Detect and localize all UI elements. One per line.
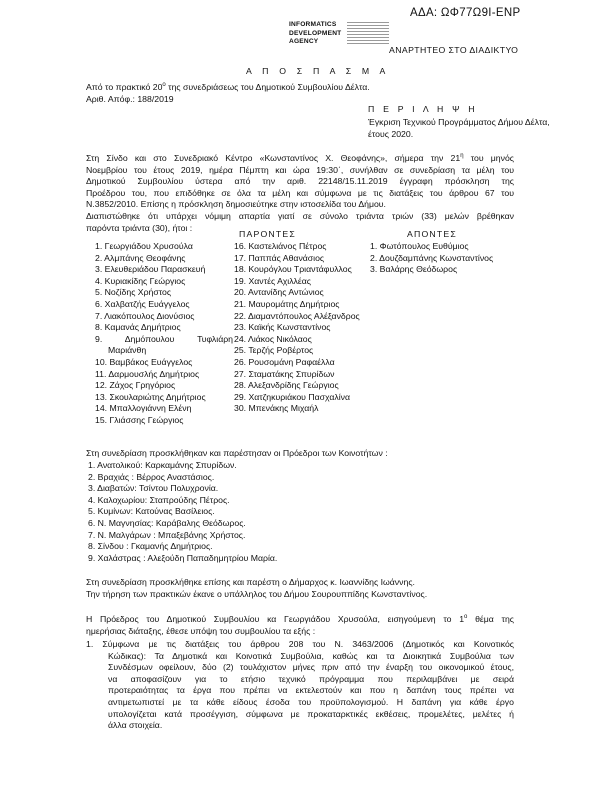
minutes-reference-b: της συνεδριάσεως του Δημοτικού Συμβουλίου Δέλτα. [165,82,370,92]
minutes-reference-sup: ο [162,82,166,89]
present-member: 2. Αλμπάνης Θεοφάνης [95,252,186,263]
item-1-line: αντιμετωπιστεί με τα κάθε είδους έσοδα του προϋπολογισμού. Η δαπάνη για κάθε έργο [108,696,514,707]
intro-line: παρόντα τριάντα (30), ήτοι : [86,222,193,233]
item-1-line: άλλα στοιχεία. [108,720,163,731]
intro-line: Διαπιστώθηκε ότι υπάρχει νόμιμη απαρτία γιατί σε σύνολο τριάντα τριών (33) μελών βρέθηκαν [86,210,514,221]
communities-intro: Στη συνεδρίαση προσκλήθηκαν και παρέστησαν οι Πρόεδροι των Κοινοτήτων : [86,448,388,458]
summary-line-1: Έγκριση Τεχνικού Προγράμματος Δήμου Δέλτα, [368,117,550,127]
present-member: 30. Μπενάκης Μιχαήλ [234,403,319,414]
minutes-keeper: Την τήρηση των πρακτικών έκανε ο υπάλληλος του Δήμου Σουρουππίδης Κωνσταντίνος. [86,589,428,599]
absent-member: 3. Βαλάρης Θεόδωρος [370,264,458,275]
present-member: 27. Σταματάκης Σπυρίδων [234,368,335,379]
present-member: 7. Λιακόπουλος Διονύσιος [95,310,195,321]
community-president: 8. Σίνδου : Γκαμανής Δημήτριος. [88,541,213,552]
present-member: 14. Μπαλλογιάννη Ελένη [95,403,192,414]
absent-list [370,241,520,276]
stamp-line-2: DEVELOPMENT [289,29,342,37]
item-1-line: να αποφασίζουν για το ετήσιο τεχνικό πρόγραμμα που περιλαμβάνει με σειρά [108,673,514,684]
present-member: 22. Διαμαντόπουλος Αλέξανδρος [234,310,360,321]
intro-line: Ν.3852/2010. Επίσης η πρόσκληση δημοσιεύτηκε στην ιστοσελίδα του Δήμου. [86,199,386,210]
chair-introduction [86,614,514,637]
absent-heading: ΑΠΟΝΤΕΣ [407,229,457,239]
present-member: 16. Καστελιάνος Πέτρος [234,241,327,251]
intro-line: Στη Σίνδο και στο Συνεδριακό Κέντρο «Κωνσταντίνος Χ. Θεοφάνης», σήμερα την $21^\eta$ του μηνός [86,153,514,163]
item-1-line: υπολογίζεται κατά προσέγγιση, σύμφωνα με προκαταρκτικές εκθέσεις, προμελέτες, μελέτες ή [108,708,514,719]
present-member: 6. Χαλβατζής Ευάγγελος [95,298,190,309]
present-member: 15. Γλιάσσης Γεώργιος [95,414,184,425]
present-member: 11. Δαρμουσλής Δημήτριος [95,368,200,379]
present-list-column-2 [234,241,384,415]
present-member: 13. Σκουλαριώτης Δημήτριος [95,391,206,402]
decision-number: Αριθ. Απόφ.: 188/2019 [86,94,174,104]
summary-line-2: έτους 2020. [368,129,414,139]
minutes-reference-a: Από το πρακτικό 20 [86,82,163,92]
present-member-continued: Μαριάνθη [108,345,147,356]
present-member: 23. Καϊκής Κωνσταντίνος [234,322,331,333]
present-member: 10. Βαμβάκος Ευάγγελος [95,356,193,367]
stamp-line-3: AGENCY [289,38,319,46]
posted-online-label: ΑΝΑΡΤΗΤΕΟ ΣΤΟ ΔΙΑΔΙΚΤΥΟ [389,45,519,55]
present-member: 3. Ελευθεριάδου Παρασκευή [95,264,206,275]
absent-member: 1. Φωτόπουλος Ευθύμιος [370,241,469,251]
item-1-line: προτεραιότητας τα έργα που πρέπει να εκτελεστούν και που η δαπάνη τους πρέπει να [108,685,514,696]
present-member: 21. Μαυρομάτης Δημήτριος [234,298,340,309]
community-president: 3. Διαβατών: Τσίντου Πολυχρονία. [88,483,219,494]
present-member: 1. Γεωργιάδου Χρυσούλα [95,241,193,251]
intro-paragraph [86,153,514,234]
present-member: 28. Αλεξανδρίδης Γεώργιος [234,380,339,391]
community-president: 1. Ανατολικού: Καρκαμάνης Σπυρίδων. [88,460,237,470]
chair-line: ημερήσιας διάταξης, έθεσε υπόψη του συμβουλίου τα εξής : [86,625,316,636]
present-member: 29. Χατζηκυριάκου Πασχαλίνα [234,391,350,402]
present-member: 24. Λιάκος Νικόλαος [234,333,312,344]
present-heading: ΠΑΡΟΝΤΕΣ [239,229,296,239]
summary-title: Π Ε Ρ Ι Λ Η Ψ Η [368,104,478,114]
community-president: 7. Ν. Μαλγάρων : Μπαξεβάνης Χρήστος. [88,529,246,540]
ada-code: ΑΔΑ: ΩΦ77Ω9Ι-ΕΝΡ [410,7,521,19]
present-list-column-1 [95,241,235,427]
item-1-line: 1. Σύμφωνα με τις διατάξεις του άρθρου 208 του Ν. 3463/2006 (Δημοτικός και Κοινοτικός [86,639,514,649]
present-member: 25. Τερζής Ροβέρτος [234,345,314,356]
item-1-line: Κώδικας): Τα Δημοτικά και Κοινοτικά Συμβούλια, καθώς και τα Διοικητικά Συμβούλια των [108,650,514,661]
absent-member: 2. Δουζδαμπάνης Κωνσταντίνος [370,252,494,263]
communities-list [88,460,277,564]
present-member: 26. Ρουσομάνη Ραφαέλλα [234,356,335,367]
informatics-agency-stamp [289,21,389,54]
present-member: 4. Κυριακίδης Γεώργιος [95,275,186,286]
present-member: 19. Χαντές Αχιλλέας [234,275,311,286]
community-president: 4. Καλοχωρίου: Σταπρούδης Πέτρος. [88,494,230,505]
chair-line: Η Πρόεδρος του Δημοτικού Συμβουλίου κα Γεωργιάδου Χρυσούλα, εισηγούμενη το $1^o$ θέμα της [86,614,514,624]
present-member: 18. Κουρόγλου Τριαντάφυλλος [234,264,352,275]
item-1-paragraph [86,639,514,732]
present-member: 8. Καμανάς Δημήτριος [95,322,181,333]
community-president: 9. Χαλάστρας : Αλεξούδη Παπαδημητρίου Μαρία. [88,552,278,563]
present-member: 9. Δημόπουλου Τυφλιάρη [95,333,233,344]
present-member: 17. Παππάς Αθανάσιος [234,252,325,263]
present-member: 12. Ζάχος Γρηγόριος [95,380,176,391]
stamp-line-1: INFORMATICS [289,21,337,28]
community-president: 6. Ν. Μαγνησίας: Καράβαλης Θεόδωρος. [88,517,246,528]
intro-line: Δημοτικού Συμβουλίου ύστερα από την αριθ. 22148/15.11.2019 έγγραφη πρόσκληση της [86,176,514,187]
extract-title: Α Π Ο Σ Π Α Σ Μ Α [246,66,390,76]
intro-line: Προέδρου του, που επιδόθηκε σε όλα τα μέλη και σύμφωνα με τις διατάξεις του άρθρου 67 του [86,187,514,198]
intro-line: Νοεμβρίου του έτους 2019, ημέρα Πέμπτη και ώρα 19:30΄, συνήλθαν σε συνεδρίαση τα μέλη του [86,164,514,175]
item-1-line: Συνδέσμων οφείλουν, δύο (2) τουλάχιστον μήνες πριν από την έναρξη του οικονομικού έτους, [108,662,514,673]
mayor-attendance: Στη συνεδρίαση προσκλήθηκε επίσης και παρέστη ο Δήμαρχος κ. Ιωαννίδης Ιωάννης. [86,577,415,587]
stamp-fine-print [347,22,389,54]
community-president: 2. Βραχιάς : Βέρρος Αναστάσιος. [88,471,215,482]
present-member: 20. Αντανίδης Αντώνιος [234,287,324,298]
community-president: 5. Κυμίνων: Κατούνας Βασίλειος. [88,506,215,517]
present-member: 5. Νοζίδης Χρήστος [95,287,172,298]
minutes-reference [86,82,370,94]
